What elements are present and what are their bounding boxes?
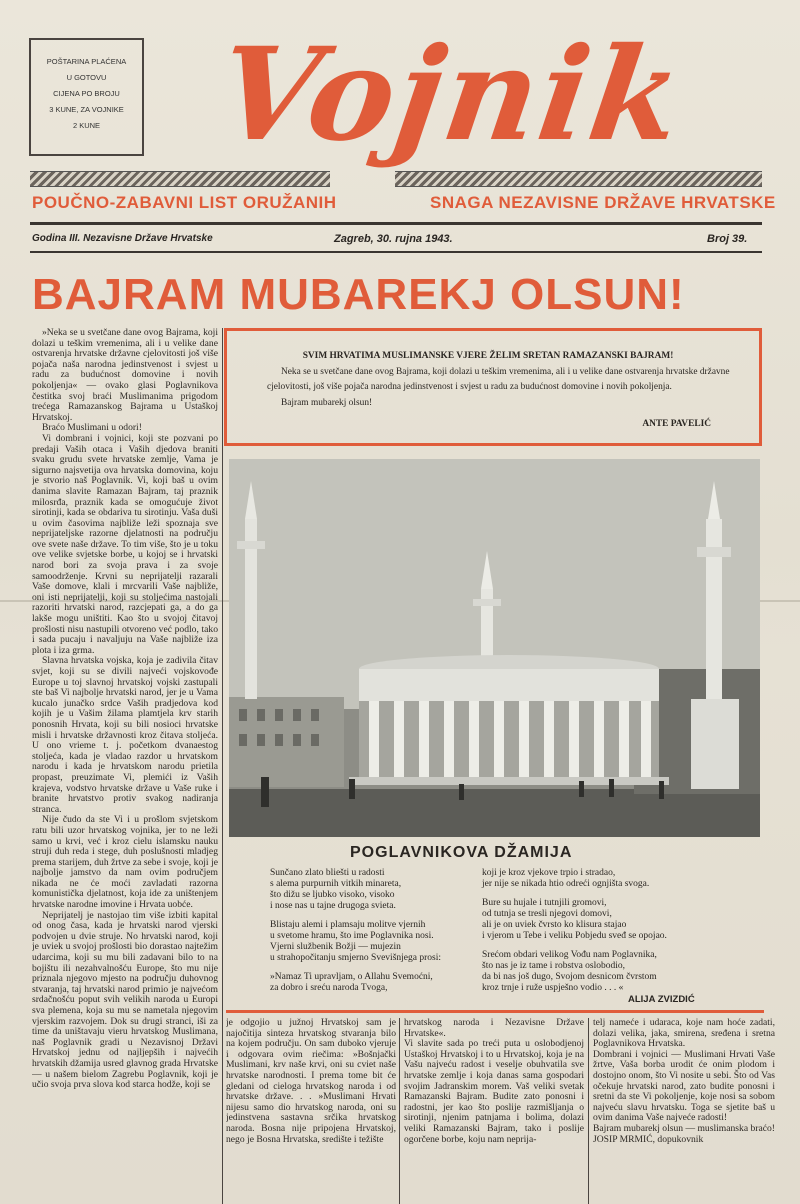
article-paragraph: Slavna hrvatska vojska, koja je zadivila čitav svjet, koji su se divili najveći vojskovođe Europe u toj slavnoj hrvatskoj vojski zastupali ste baš Vi najbolje hrvatski narod, jer je u Vama kucalo junačko srdce Vaših pradjedova kod kojih je u Vašim žilama plamtjela krv starih ponosnih Hrvata, koji su bili nosioci hrvatske misli i hrvatske državnosti kroz čitava stoljeća. U ono vrieme t. j. početkom dvanaestog stoljeća, kada je vladao razdor u hrvatskom narodu i kada je hrvatskom narodu prietila propast, preuzimate Vi, plemići iz Vaših krajeva, vodstvo hrvatske države u Vaše ruke i branite hrvatstvo protiv svakog nadiranja stranca.	[32, 655, 218, 815]
poem-stanza: koji je kroz vjekove trpio i stradao, jer nije se nikada htio odreći ognjišta svoga.	[482, 868, 650, 889]
mosque-illustration	[229, 459, 760, 837]
issue-number: Broj 39.	[707, 233, 748, 245]
red-divider	[226, 1010, 764, 1013]
poem-stanza: »Namaz Ti upravljam, o Allahu Svemoćni, za dobro i sreću naroda Tvoga,	[270, 972, 433, 993]
date-line: Zagreb, 30. rujna 1943.	[334, 233, 453, 245]
article-paragraph: Neprijatelj je nastojao tim više izbiti kapital od onog časa, kada je hrvatski narod vjerski podvojen u dvie struje. No hrvatski narod, koji je uviek u svojoj prošlosti bio dorastao najtežim udarcima, koji su mu bili zadavani bilo to na bojištu ili nezahvalnošću Europe, što mu nije priznala njegovo mjesto na području duhovnog stvaranja, taj hrvatski narod primio je najvećom srdačnošću poput svih velikih naroda u Europi sva plemena, koja su mu se nametala njegovim vjerskim razvojem. Dok su drugi stranci, iši za time da uništavaju vieru hrvatskog Muslimana, naš Poglavnik gradi u Nezavisnoj Državi Hrvatskoj jednu od najljepših i najvećih hrvatskih džamija usred glavnog grada Hrvatske — u našem bielom Zagrebu Poglavnik, koji je učio svoja prva slova kod starca hodže, koji se	[32, 909, 218, 1091]
poem-stanza: Bure su hujale i tutnjili gromovi, od tutnja se tresli njegovi domovi, ali je on uviek čvrsto ko klisura stajao i vjerom u Tebe i veliku Pobjedu sveđ se opojao.	[482, 898, 667, 941]
article-paragraph: Braćo Muslimani u odori!	[42, 422, 142, 434]
year-line: Godina III. Nezavisne Države Hrvatske	[32, 233, 213, 244]
subtitle-left: POUČNO-ZABAVNI LIST ORUŽANIH	[32, 193, 337, 212]
poem-stanza: Sunčano zlato bliešti u radosti s alema purpurnih vitkih minareta, što dižu se ljubko visoko, visoko i nose nas u tajne drugoga svieta.	[270, 868, 402, 911]
poem-left	[270, 868, 480, 1002]
masthead-title: Vojnik	[209, 20, 693, 170]
pavelic-message-box	[224, 328, 762, 446]
message-body: Neka se u svetčane dane ovog Bajrama, koji dolazi u teškim vremenima, ali i u velike dane ostvarenja hrvatske državne cjelovitosti, još više pojača narodna jedinstvenost i svjest u radu za budućnost domovine i novih pokoljenja.	[267, 366, 730, 392]
masthead-rule-top	[30, 222, 762, 225]
bottom-column-2: hrvatskog naroda i Nezavisne Države Hrvatske«. Vi slavite sada po treći puta u oslobodjenoj Ustaškoj Hrvatskoj i to u Hrvatskoj, koja je na Vašu najveću radost i veselje obuhvatila sve hrvatske zemlje i koja danas sama gospodari svojim Jadranskim morem. Vaš veliki svetak Ramazanski Bajram. Budite zato ponosni i radostni, jer kao što poslije razmišljanja o sirotinji, njenim patnjama i bolima, dolazi veliki Ramazanski Bajram, tako i poslije ogorčene borbe, koju nam neprija-	[404, 1018, 584, 1145]
left-column-article	[32, 328, 218, 1204]
masthead-rope-right	[395, 171, 762, 187]
postage-box	[29, 38, 144, 156]
masthead-rule-bottom	[30, 251, 762, 253]
postage-line: 3 KUNE, ZA VOJNIKE	[49, 105, 124, 114]
postage-line: POŠTARINA PLAĆENA	[46, 57, 127, 66]
message-title: SVIM HRVATIMA MUSLIMANSKE VJERE ŽELIM SRETAN RAMAZANSKI BAJRAM!	[302, 351, 674, 361]
poem-right	[482, 868, 762, 1002]
masthead-rope-left	[30, 171, 330, 187]
message-closing: Bajram mubarekj olsun!	[281, 397, 373, 408]
article-paragraph: Vi dombrani i vojnici, koji ste pozvani po predaji Vaših otaca i Vaših djedova braniti svaku grudu svete hrvatske zemlje, Vama je sigurno najsvetija ova hrvatska domovina, koju je stvorio naš Poglavnik. Vi, koji baš u ovim danima slavite Ramazan Bajram, taj praznik milosrđa, praznik kada se omogućuje život sirotinji, kada se obdariva tu sirotinju. Vaša duši u ovim časovima najbliže leži spoznaja sve neprijateljske razorne djelatnosti na području ove svete naše države. To tim više, što je u toku ove velike svjetske borbe, u kojoj se i hrvatski narod bori za svoja prava i za svoje samoodrženje. Krvni su neprijatelji razarali Vaše domove, klali i mrcvarili Vaše najbliže, oni isti neprijatelji, koji su stoljećima nastojali razoriti hrvatski narod, razcjepati ga, a do ga lakše mogu uništiti. Kao što u svojoj čitavoj prošlosti nisu nastupili otvoreno već podlo, tako i sada pucaju i navaljuju na Vaše najbliže iza plota i iza grma.	[32, 432, 218, 656]
mosque-photo	[229, 459, 760, 837]
postage-line: U GOTOVU	[66, 73, 107, 82]
photo-caption: POGLAVNIKOVA DŽAMIJA	[350, 844, 573, 861]
column-separator	[399, 1018, 400, 1204]
subtitle-right: SNAGA NEZAVISNE DRŽAVE HRVATSKE	[430, 193, 776, 212]
postage-line: 2 KUNE	[72, 121, 101, 130]
bottom-column-1: je odgojio u južnoj Hrvatskoj sam je najočitija sinteza hrvatskog stvaranja bilo na kojem području. On sam duboko vjeruje i odgovara ovim riečima: »Bošnjački Muslimani, krv naše krvi, oni su cviet naše hrvatske narodnosti. I prema tome bit će gledani od cieloga hrvatskog naroda i od hrvatske države. . . »Muslimani Hrvati nijesu samo dio hrvatskog naroda, oni su jedinstvena sastavna srčika hrvatskog naroda. Bosna nije pripojena Hrvatskoj, nego je Bosna Hrvatska, središte i težište	[226, 1018, 396, 1145]
bottom-column-3: telj nameće i udaraca, koje nam hoće zadati, dolazi velika, jaka, smirena, sređena i sretna Poglavnikova Hrvatska. Dombrani i vojnici — Muslimani Hrvati Vaše žrtve, Vaša borba urodit će onim plodom i dostojno onom, što Vi nosite u sebi. Što od Vas očekuje hrvatski narod, zato budite ponosni i sretni da ste Vi pokoljenje, koje nosi sa sobom najveću slavu hrvatsku. Toga se sjetite baš u ovim danima Vaše najveće radosti! Bajram mubarekj olsun — muslimanska braćo! JOSIP MRMIĆ, dopukovnik	[593, 1018, 775, 1145]
message-signature: ANTE PAVELIĆ	[642, 419, 711, 429]
poem-author: ALIJA ZVIZDIĆ	[628, 994, 695, 1005]
headline: BAJRAM MUBAREKJ OLSUN!	[32, 270, 685, 319]
postage-line: CIJENA PO BROJU	[53, 89, 120, 98]
column-separator	[588, 1018, 589, 1204]
article-paragraph: »Neka se u svetčane dane ovog Bajrama, koji dolazi u teškim vremenima, ali i u velike dane ostvarenja hrvatske državne cjelovitosti još više pojača naša narodna jedinstvenost i svjest u radu za budućnost domovine i novih pokoljenja« — ovako glasi Poglavnikova čestitka svoj braći Muslimanima prigodom trećega Ramazanskog Bajrama u Ustaškoj Hrvatskoj.	[32, 328, 218, 423]
poem-stanza: Blistaju alemi i plamsaju molitve vjernih u svetome hramu, što ime Poglavnika nosi. Vjerni službenik Božji — mujezin u strahopočitanju smjerno Svevišnjega prosi:	[270, 920, 441, 963]
poem-stanza: Srećom obdari velikog Vođu nam Poglavnika, što nas je iz tame i robstva oslobodio, da bi nas još dugo, Svojom desnicom čvrstom kroz trnje i ruže uspješno vodio . . . «	[482, 950, 657, 993]
column-separator	[222, 328, 223, 1204]
article-paragraph: Nije čudo da ste Vi i u prošlom svjetskom ratu bili uzor hrvatskog vojnika, jer to ne leži samo u krvi, već i kroz cielu islamsku nauku struji duh reda i stege, duh poslušnosti mladjeg prema starijem, duh žrtve za sebe i svoje, koji je najbolje jamstvo da nam ovim područjem nikada ne će moći zavladati razorna komunistička djelatnost, koja ide za uništenjem hrvatske narodne imovine i Hrvata uobće.	[32, 814, 218, 911]
